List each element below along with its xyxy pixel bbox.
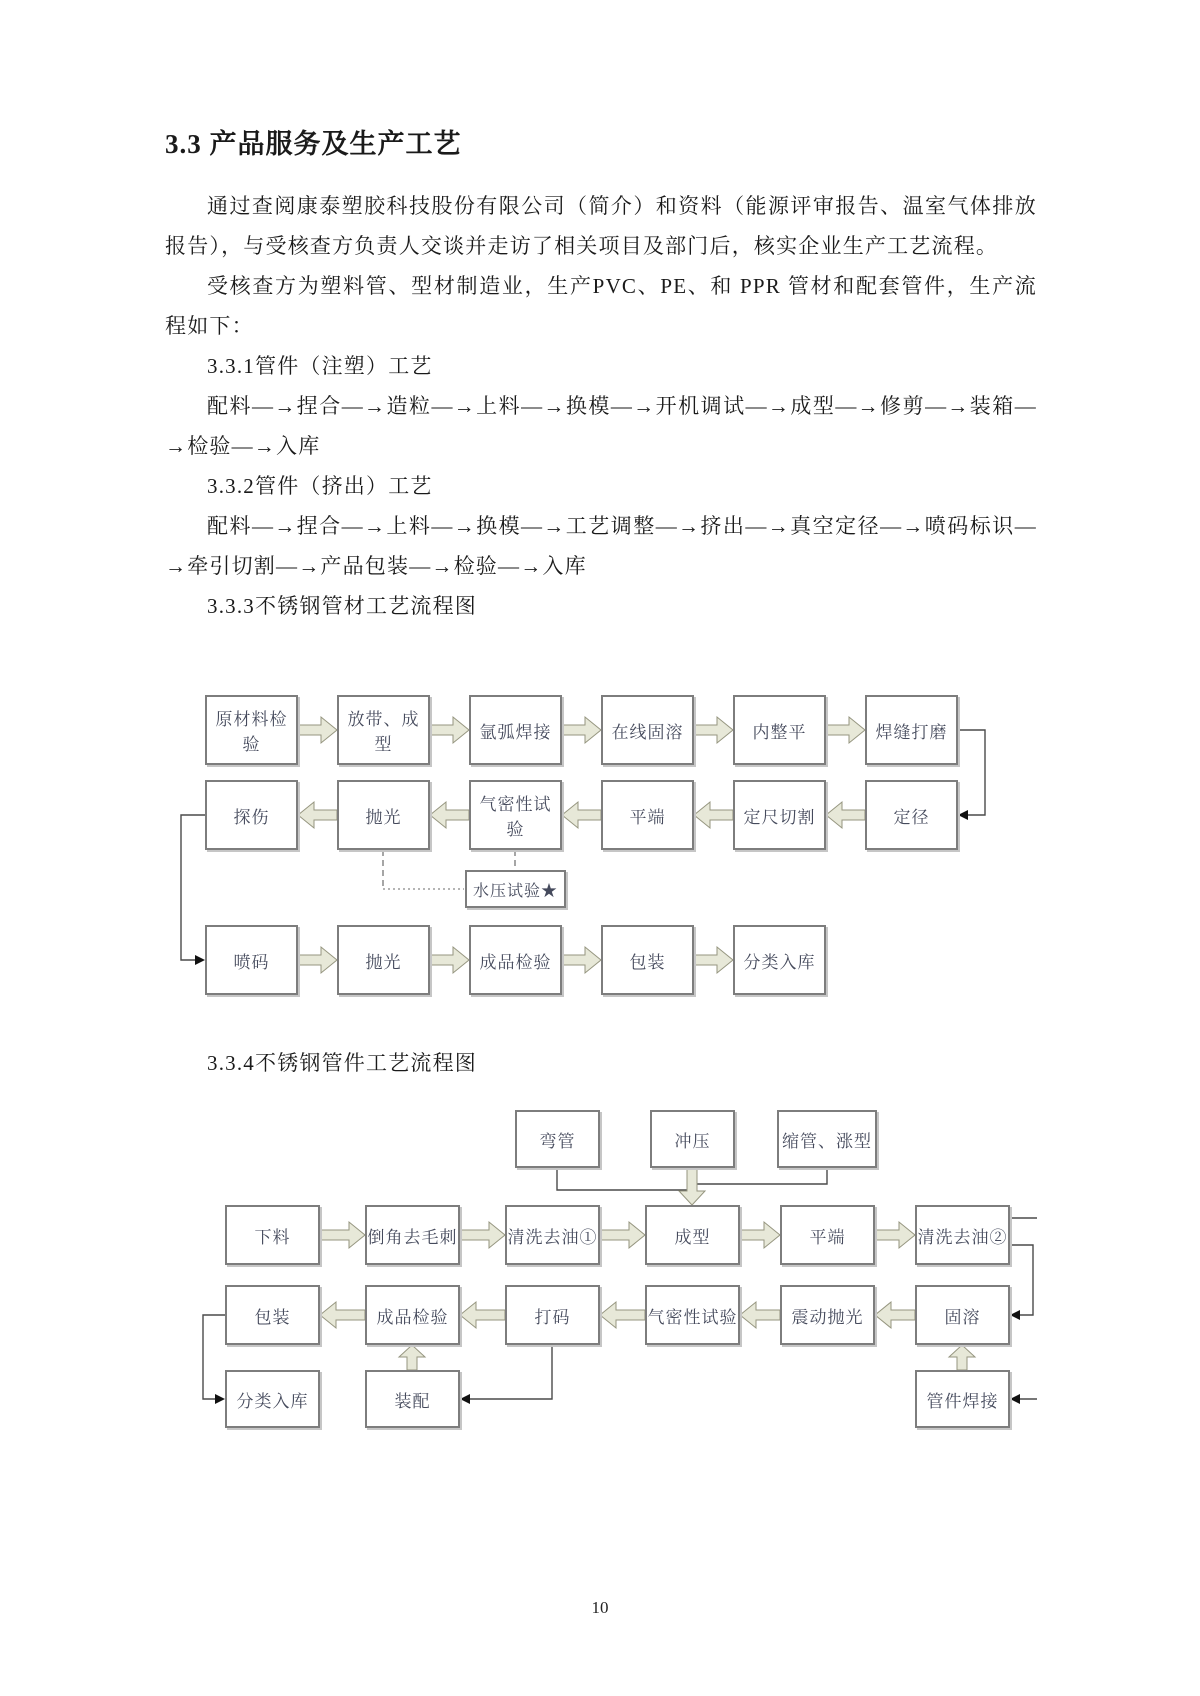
flow-box: 成品检验 — [365, 1285, 460, 1345]
connector-line — [1010, 1245, 1033, 1315]
flow-box: 固溶 — [915, 1285, 1010, 1345]
connector-line — [1010, 1218, 1037, 1399]
flow-arrow-right — [430, 947, 469, 973]
flow-box: 包装 — [225, 1285, 320, 1345]
paragraph-2: 受核查方为塑料管、型材制造业，生产PVC、PE、和 PPR 管材和配套管件，生产流程如下： — [165, 274, 1037, 338]
flow-arrow-right — [562, 947, 601, 973]
arrowhead-left — [1010, 1394, 1020, 1404]
arrowhead-right — [215, 1394, 225, 1404]
flow-box: 成型 — [645, 1205, 740, 1265]
flow-box: 缩管、涨型 — [777, 1110, 877, 1168]
flow-box: 原材料检验 — [205, 695, 298, 765]
arrowhead-left — [460, 1394, 470, 1404]
flow-arrow-right — [430, 717, 469, 743]
flow-arrow-right — [298, 717, 337, 743]
flow-arrow-down — [679, 1168, 705, 1205]
section-heading: 3.3 产品服务及生产工艺 — [165, 129, 462, 159]
flowchart-steel-pipe-process — [165, 685, 1037, 1005]
arrowhead-left — [958, 810, 968, 820]
flow-box: 内整平 — [733, 695, 826, 765]
flow-arrow-up — [949, 1345, 975, 1370]
subsection-332-flow: 配料—→捏合—→上料—→换模—→工艺调整—→挤出—→真空定径—→喷码标识—→牵引切割—→产品包装—→检验—→入库 — [165, 514, 1037, 578]
flow-box: 下料 — [225, 1205, 320, 1265]
flow-arrow-right — [460, 1222, 505, 1248]
flow-arrow-left — [740, 1302, 780, 1328]
subsection-331-title: 3.3.1管件（注塑）工艺 — [207, 354, 433, 378]
flow-box: 抛光 — [337, 780, 430, 850]
flow-box: 包装 — [601, 925, 694, 995]
flow-arrow-left — [430, 802, 469, 828]
flow-box: 平端 — [601, 780, 694, 850]
connector-line — [958, 730, 985, 815]
subsection-334-title: 3.3.4不锈钢管件工艺流程图 — [207, 1051, 477, 1075]
flow-arrow-right — [320, 1222, 365, 1248]
flow-arrow-right — [740, 1222, 780, 1248]
flow-box: 喷码 — [205, 925, 298, 995]
flow-arrow-right — [826, 717, 865, 743]
flow-box: 弯管 — [515, 1110, 600, 1168]
flow-box: 探伤 — [205, 780, 298, 850]
paragraph-1: 通过查阅康泰塑胶科技股份有限公司（简介）和资料（能源评审报告、温室气体排放报告），与受核查方负责人交谈并走访了相关项目及部门后，核实企业生产工艺流程。 — [165, 194, 1037, 258]
flow-arrow-right — [562, 717, 601, 743]
flow-box: 氩弧焊接 — [469, 695, 562, 765]
flow-box: 抛光 — [337, 925, 430, 995]
flowchart-steel-fitting-process — [165, 1100, 1037, 1440]
connector-line — [203, 1315, 225, 1399]
flow-box: 分类入库 — [733, 925, 826, 995]
flow-arrow-left — [562, 802, 601, 828]
connector-line — [557, 1168, 692, 1190]
flow-box: 气密性试验 — [469, 780, 562, 850]
flow-box: 装配 — [365, 1370, 460, 1428]
connector-line — [470, 1345, 552, 1399]
flow-arrow-right — [694, 947, 733, 973]
flow-box: 清洗去油② — [915, 1205, 1010, 1265]
flow-box: 定径 — [865, 780, 958, 850]
flow-arrow-right — [600, 1222, 645, 1248]
flow-box: 焊缝打磨 — [865, 695, 958, 765]
flow-box: 管件焊接 — [915, 1370, 1010, 1428]
flow-arrow-right — [694, 717, 733, 743]
flow-arrow-left — [600, 1302, 645, 1328]
page-number: 10 — [591, 1598, 609, 1617]
flow-arrow-right — [298, 947, 337, 973]
flow-box: 平端 — [780, 1205, 875, 1265]
subsection-332-title: 3.3.2管件（挤出）工艺 — [207, 474, 433, 498]
arrowhead-right — [195, 955, 205, 965]
flow-arrow-left — [460, 1302, 505, 1328]
hydrostatic-test-box: 水压试验★ — [465, 870, 566, 908]
flow-box: 打码 — [505, 1285, 600, 1345]
flow-arrow-right — [875, 1222, 915, 1248]
flow-box: 震动抛光 — [780, 1285, 875, 1345]
flow-arrow-up — [399, 1345, 425, 1370]
flow-box: 定尺切割 — [733, 780, 826, 850]
flow-box: 放带、成型 — [337, 695, 430, 765]
flow-arrow-left — [826, 802, 865, 828]
flow-arrow-left — [320, 1302, 365, 1328]
connector-line — [181, 815, 205, 960]
connector-line — [692, 1168, 827, 1184]
text-block — [165, 126, 1037, 626]
flow-arrow-left — [298, 802, 337, 828]
subsection-333-title: 3.3.3不锈钢管材工艺流程图 — [207, 594, 477, 618]
flow-box: 成品检验 — [469, 925, 562, 995]
flow-arrow-left — [875, 1302, 915, 1328]
flow-box: 清洗去油① — [505, 1205, 600, 1265]
flow-arrow-left — [694, 802, 733, 828]
subsection-331-flow: 配料—→捏合—→造粒—→上料—→换模—→开机调试—→成型—→修剪—→装箱—→检验—→入库 — [165, 394, 1037, 458]
flow-box: 气密性试验 — [645, 1285, 740, 1345]
flow-box: 冲压 — [650, 1110, 735, 1168]
flow-box: 分类入库 — [225, 1370, 320, 1428]
flow-box: 倒角去毛刺 — [365, 1205, 460, 1265]
flow-box: 在线固溶 — [601, 695, 694, 765]
arrowhead-left — [1010, 1310, 1020, 1320]
